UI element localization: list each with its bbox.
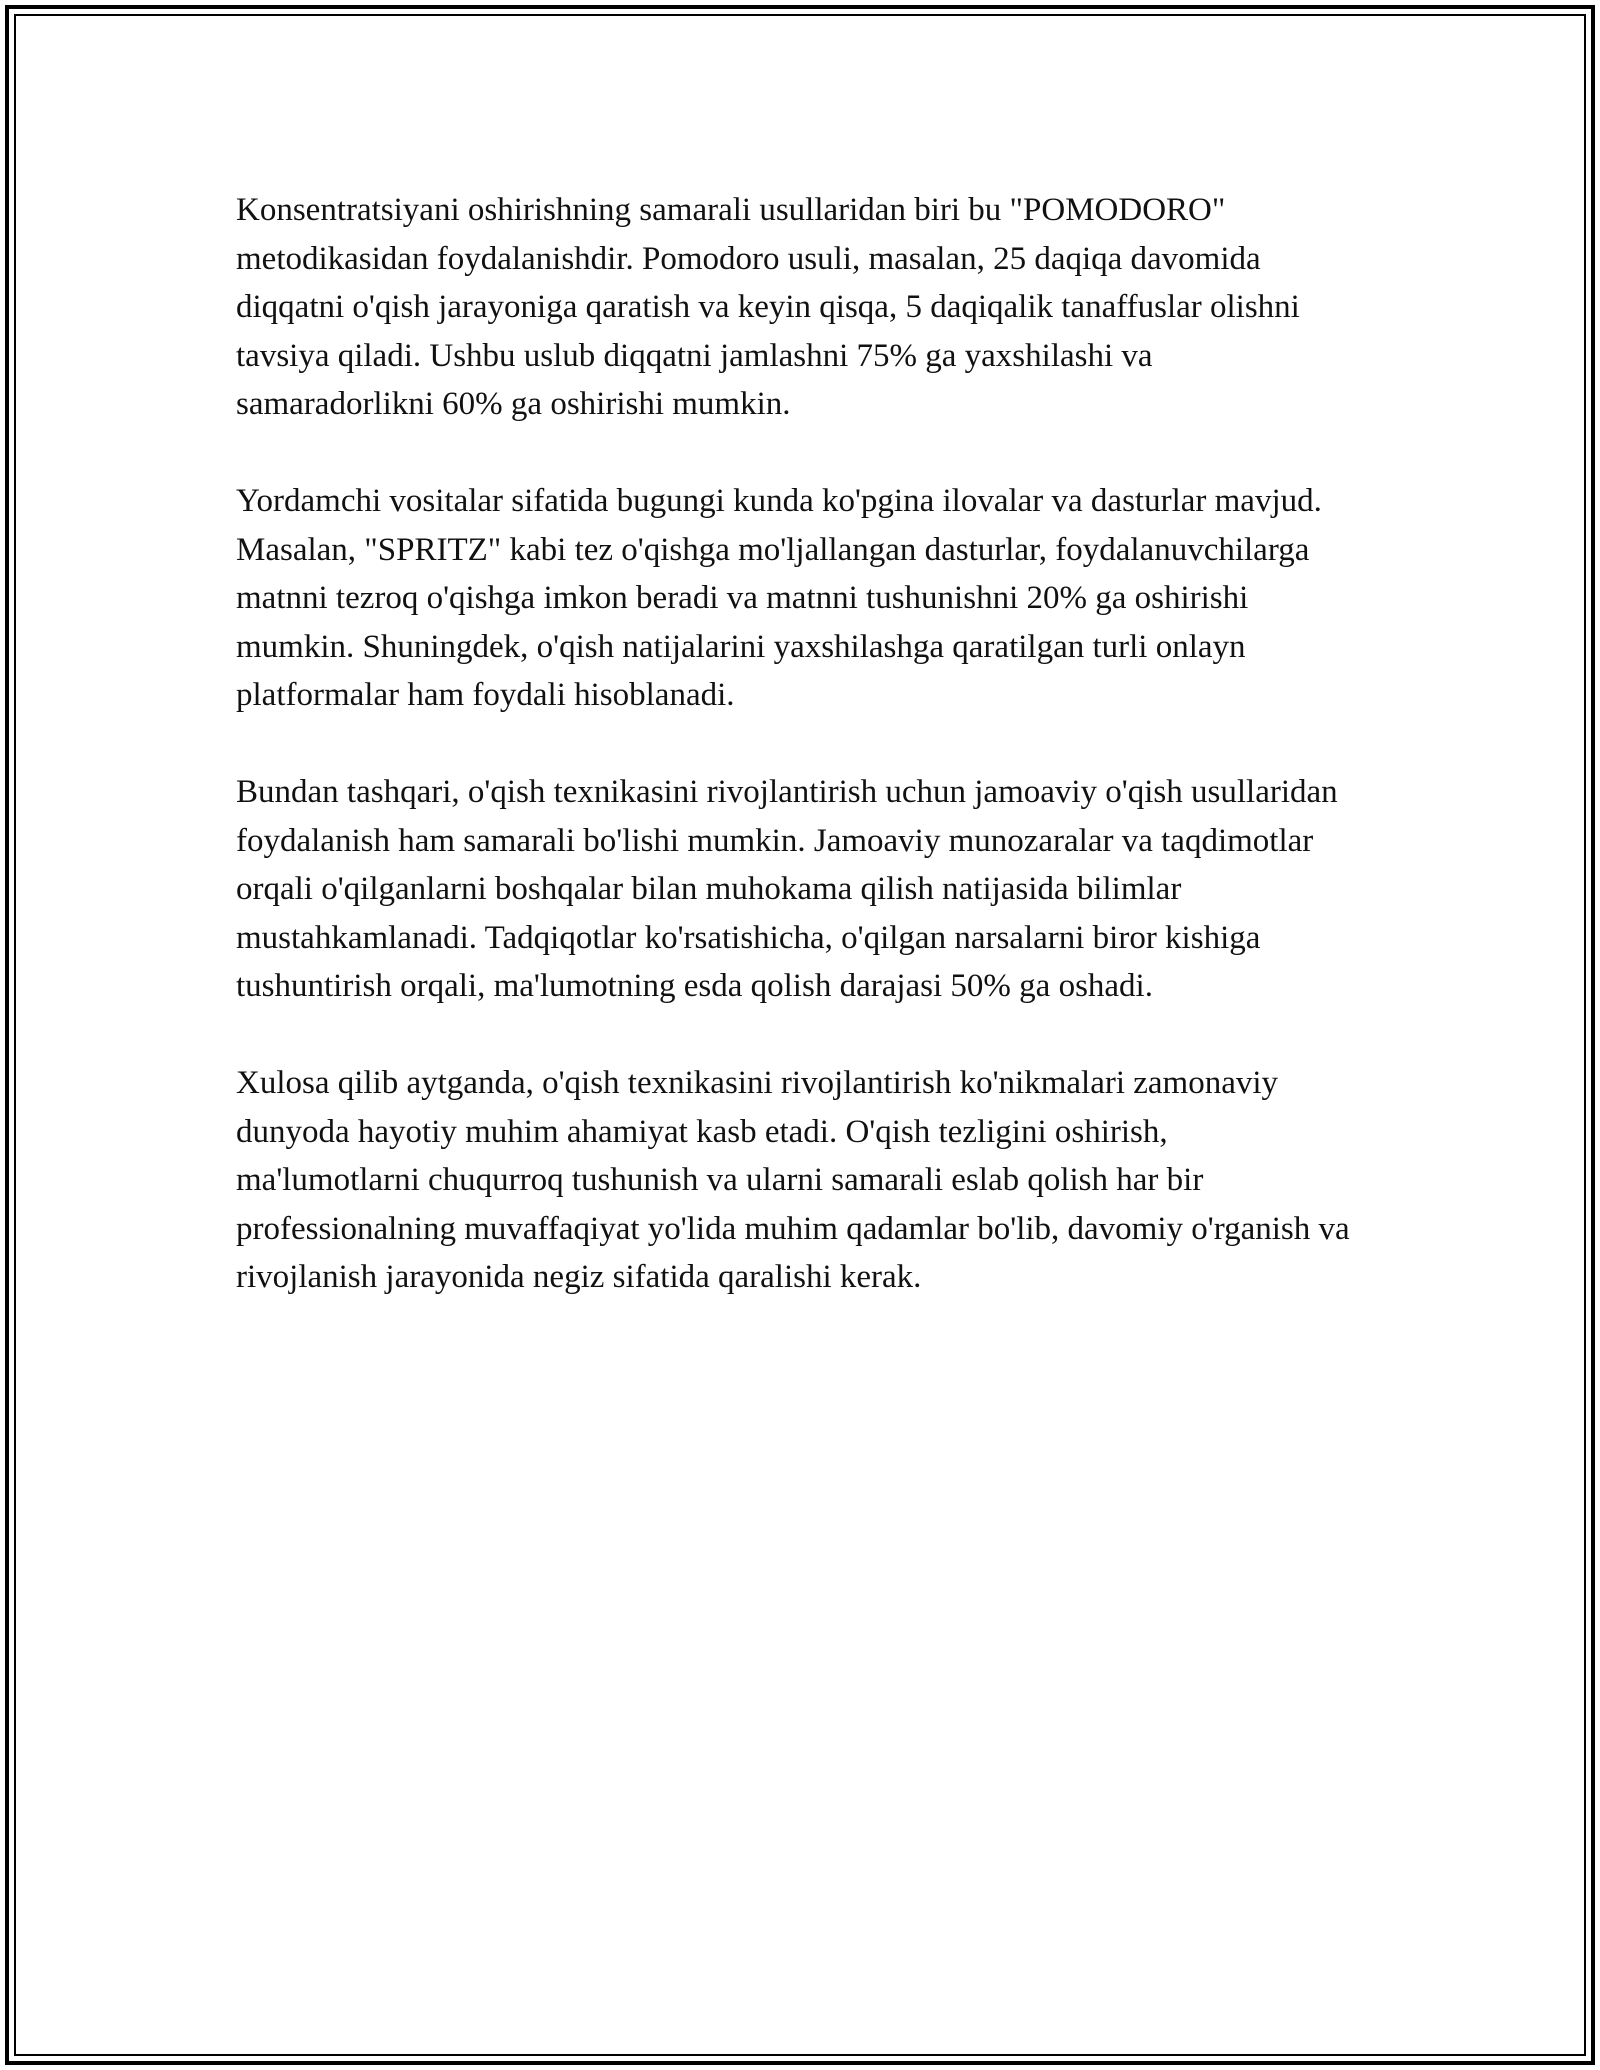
paragraph-group-reading: Bundan tashqari, o'qish texnikasini rivojlantirish uchun jamoaviy o'qish usullaridan foydalanish ham samarali bo'lishi mumkin. Jamoaviy munozaralar va taqdimotlar orqali o'qilganlarni boshqalar bilan muhokama qilish natijasida bilimlar mustahkamlanadi. Tadqiqotlar ko'rsatishicha, o'qilgan narsalarni biror kishiga tushuntirish orqali, ma'lumotning esda qolish darajasi 50% ga oshadi. — [236, 774, 1338, 1004]
paragraph-conclusion: Xulosa qilib aytganda, o'qish texnikasini rivojlantirish ko'nikmalari zamonaviy dunyoda hayotiy muhim ahamiyat kasb etadi. O'qish tezligini oshirish, ma'lumotlarni chuqurroq tushunish va ularni samarali eslab qolish har bir professionalning muvaffaqiyat yo'lida muhim qadamlar bo'lib, davomiy o'rganish va rivojlanish jarayonida negiz sifatida qaralishi kerak. — [236, 1065, 1350, 1295]
document-body — [236, 186, 1354, 1350]
paragraph-pomodoro: Konsentratsiyani oshirishning samarali usullaridan biri bu "POMODORO" metodikasidan foydalanishdir. Pomodoro usuli, masalan, 25 daqiqa davomida diqqatni o'qish jarayoniga qaratish va keyin qisqa, 5 daqiqalik tanaffuslar olishni tavsiya qiladi. Ushbu uslub diqqatni jamlashni 75% ga yaxshilashi va samaradorlikni 60% ga oshirishi mumkin. — [236, 192, 1300, 422]
paragraph-tools: Yordamchi vositalar sifatida bugungi kunda ko'pgina ilovalar va dasturlar mavjud. Masalan, "SPRITZ" kabi tez o'qishga mo'ljallangan dasturlar, foydalanuvchilarga matnni tezroq o'qishga imkon beradi va matnni tushunishni 20% ga oshirishi mumkin. Shuningdek, o'qish natijalarini yaxshilashga qaratilgan turli onlayn platformalar ham foydali hisoblanadi. — [236, 483, 1322, 713]
